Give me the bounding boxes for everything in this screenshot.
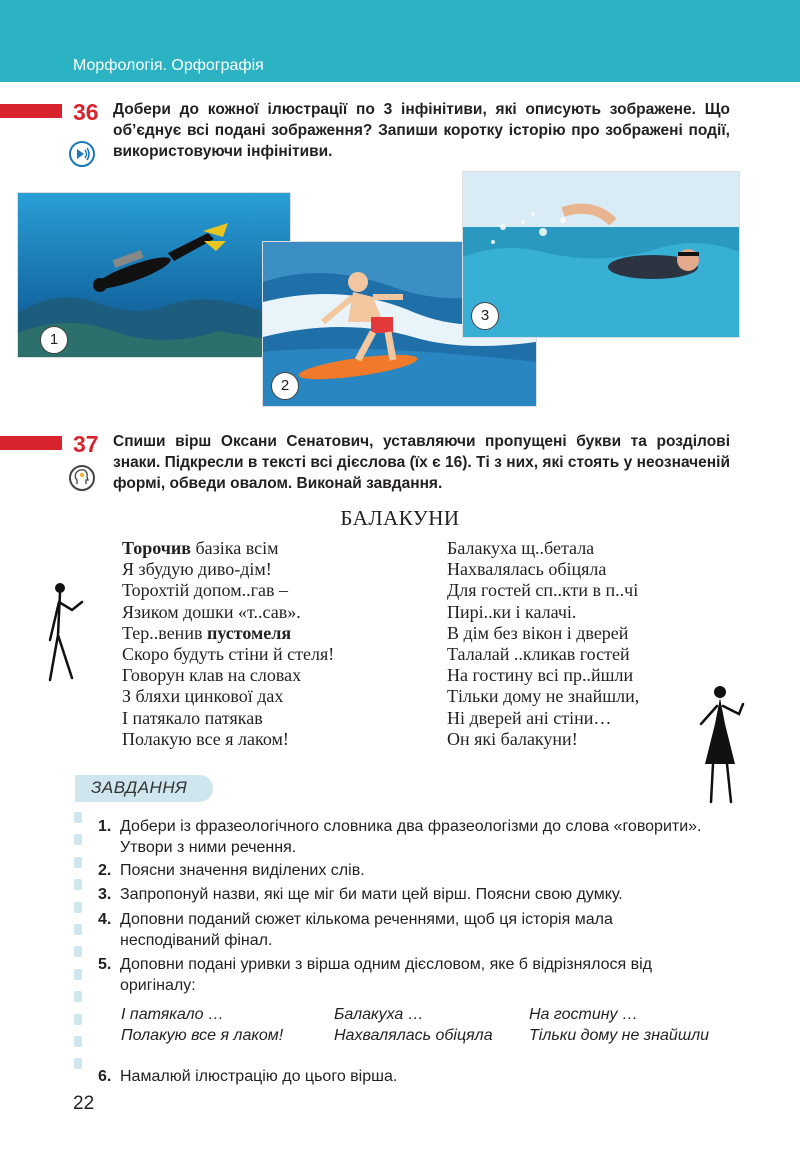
exercise-marker-bar [0, 104, 62, 118]
poem-line: Я збудую диво-дім! [122, 559, 272, 580]
poem-title: БАЛАКУНИ [340, 506, 460, 530]
tasks-heading: ЗАВДАННЯ [75, 775, 213, 802]
poem-fragment: І патякало … Полакую все я лаком! [121, 1006, 284, 1044]
poem-line: Тільки дому не знайшли, [447, 686, 640, 707]
decorative-dots [74, 812, 82, 1081]
audio-icon[interactable] [69, 141, 95, 167]
poem-line: Для гостей сп..кти в п..чі [447, 580, 639, 601]
poem-line: Говорун клав на словах [122, 665, 302, 686]
poem-line: Нахвалялась обіцяла [447, 559, 607, 580]
poem-line: Пирі..ки і калачі. [447, 601, 577, 622]
poem-line: Торочив базіка всім [122, 538, 279, 558]
poem-line: Талалай ..кликав гостей [447, 644, 630, 665]
swimmer-photo [463, 172, 739, 337]
exercise-number: 37 [73, 431, 99, 457]
poem-left-column [122, 538, 334, 750]
diver-photo [18, 193, 290, 357]
poem-line: Ні дверей ані стіни… [447, 707, 612, 728]
poem-line: Он які балакуни! [447, 728, 578, 749]
poem-right-column [447, 538, 639, 750]
poem-line: З бляхи цинкової дах [122, 686, 284, 707]
poem-line: Полакую все я лаком! [122, 728, 289, 749]
thinking-head-icon [69, 465, 95, 491]
poem-line: Скоро будуть стіни й стеля! [122, 644, 335, 665]
exercise-number: 36 [73, 99, 99, 125]
poem-line: Язиком дошки «т..сав». [122, 601, 301, 622]
photo-number-badge: 1 [40, 326, 68, 354]
exercise-instruction: Спиши вірш Оксани Сенатович, уставляючи пропущені букви та розділові знаки. Підкресли в тексті всі дієслова (їх є 16). Ті з них, які стоять у неозначеній формі, обведи овалом. Виконай завдання. [113, 433, 730, 492]
poem-line: Тер..венив пустомеля [122, 622, 292, 643]
section-title: Морфологія. Орфографія [73, 57, 264, 74]
exercise-instruction: Добери до кожної ілюстрації по 3 інфінітиви, які описують зображене. Що об’єднує всі подані зображення? Запиши коротку історію про зображені події, використовуючи інфінітиви. [113, 101, 730, 160]
poem-line: На гостину всі пр..йшли [447, 665, 634, 686]
poem-line: Балакуха щ..бетала [447, 538, 595, 558]
poem-line: І патякало патякав [122, 707, 263, 728]
poem-line: Торохтій допом..гав – [122, 580, 288, 601]
poem-fragment: На гостину … Тільки дому не знайшли [529, 1006, 710, 1044]
stick-figure-illustration [42, 580, 92, 691]
poem-line: В дім без вікон і дверей [447, 622, 629, 643]
page-header [0, 0, 800, 82]
photo-number-badge: 2 [271, 372, 299, 400]
poem-fragment: Балакуха … Нахвалялась обіцяла [334, 1006, 493, 1044]
exercise-marker-bar [0, 436, 62, 450]
photo-number-badge: 3 [471, 302, 499, 330]
girl-figure-illustration [695, 684, 749, 811]
page-number: 22 [73, 1093, 95, 1114]
